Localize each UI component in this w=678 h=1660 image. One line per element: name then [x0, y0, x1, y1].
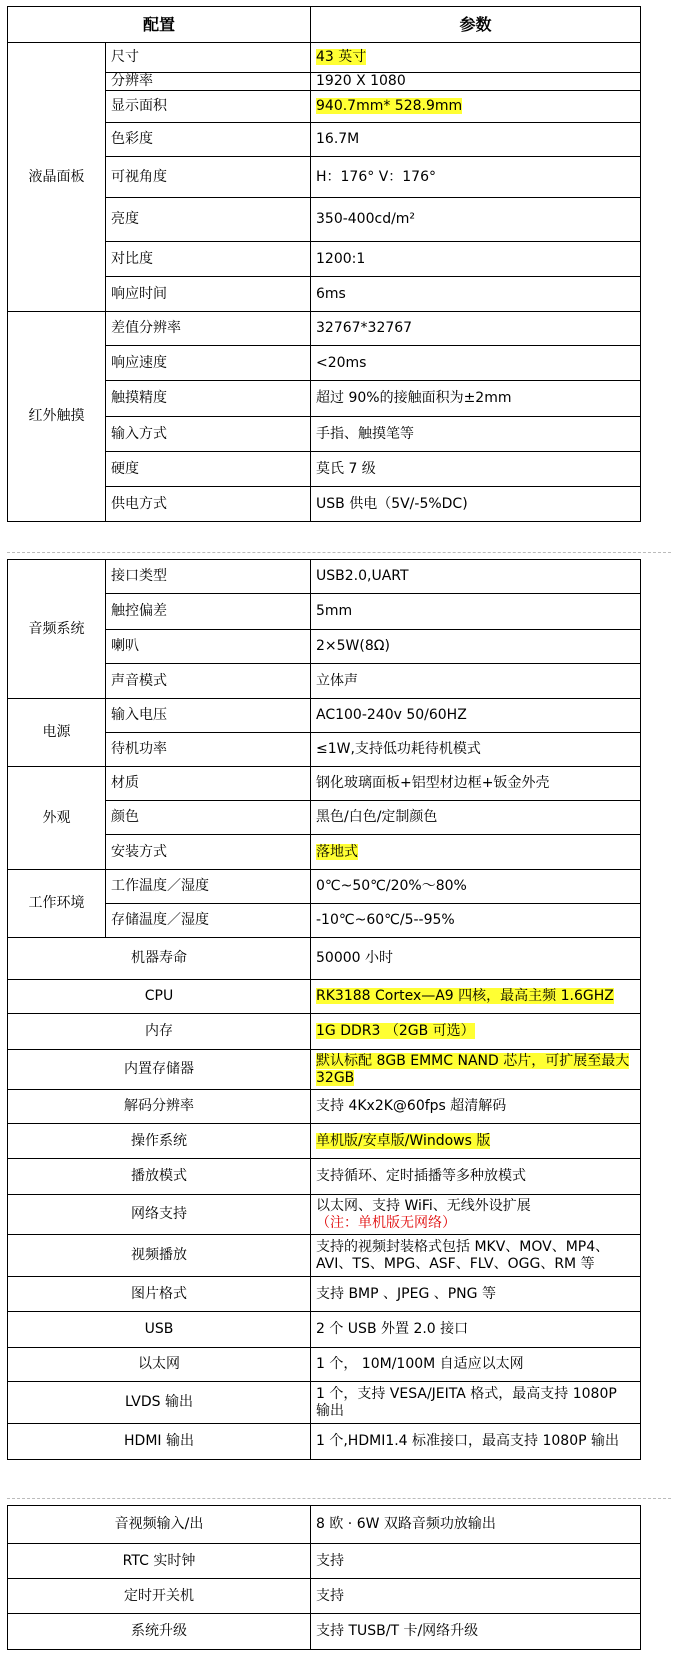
row-label: 供电方式: [106, 487, 311, 522]
note-text: （注：单机版无网络）: [316, 1214, 456, 1231]
category-ir-touch: 红外触摸: [8, 312, 106, 522]
row-value: [311, 1124, 641, 1159]
row-label: 声音模式: [106, 664, 311, 699]
category-appearance: 外观: [8, 767, 106, 870]
row-value: [311, 1050, 641, 1090]
row-value: [311, 835, 641, 870]
table-row: [8, 1544, 641, 1579]
row-value: 手指、触摸笔等: [311, 417, 641, 452]
row-value: 莫氏 7 级: [311, 452, 641, 487]
page-break-divider: [7, 552, 671, 553]
row-value: 8 欧 · 6W 双路音频功放输出: [311, 1506, 641, 1544]
row-label: 系统升级: [8, 1614, 311, 1650]
table-row: [8, 1277, 641, 1312]
row-value: 黑色/白色/定制颜色: [311, 801, 641, 835]
row-value: 1920 X 1080: [311, 73, 641, 91]
row-label: 图片格式: [8, 1277, 311, 1312]
header-config: 配置: [8, 7, 311, 43]
row-value: [311, 43, 641, 73]
row-value: <20ms: [311, 346, 641, 381]
row-value: [311, 1195, 641, 1235]
highlighted-value: 落地式: [316, 843, 358, 860]
highlighted-value: 默认标配 8GB EMMC NAND 芯片，可扩展至最大 32GB: [316, 1052, 630, 1086]
page-break-divider: [7, 1498, 671, 1499]
table-row: [8, 1050, 641, 1090]
row-value: 1 个， 10M/100M 自适应以太网: [311, 1348, 641, 1382]
row-value: -10℃~60℃/5--95%: [311, 904, 641, 938]
row-value: 立体声: [311, 664, 641, 699]
row-value: 支持 TUSB/T 卡/网络升级: [311, 1614, 641, 1650]
row-value: 2 个 USB 外置 2.0 接口: [311, 1312, 641, 1348]
table-header-row: [8, 7, 641, 43]
row-label: 存储温度／湿度: [106, 904, 311, 938]
table-row: [8, 1348, 641, 1382]
row-value: 钢化玻璃面板+铝型材边框+钣金外壳: [311, 767, 641, 801]
table-row: [8, 1014, 641, 1050]
row-label: 硬度: [106, 452, 311, 487]
row-label: RTC 实时钟: [8, 1544, 311, 1579]
table-row: [8, 980, 641, 1014]
table-row: [8, 699, 641, 733]
row-value: 2×5W(8Ω): [311, 630, 641, 664]
row-value: USB 供电（5V/-5%DC): [311, 487, 641, 522]
spec-table-system: [7, 559, 641, 1460]
row-value: 5mm: [311, 594, 641, 630]
row-value: 1200:1: [311, 242, 641, 277]
highlighted-value: RK3188 Cortex—A9 四核，最高主频 1.6GHZ: [316, 988, 614, 1004]
table-row: [8, 1579, 641, 1614]
category-lcd-panel: 液晶面板: [8, 43, 106, 312]
category-work-env: 工作环境: [8, 870, 106, 938]
table-row: [8, 870, 641, 904]
row-label: 输入方式: [106, 417, 311, 452]
table-row: [8, 1235, 641, 1277]
spec-table-misc: [7, 1505, 641, 1650]
row-label: 安装方式: [106, 835, 311, 870]
row-value: 支持 4Kx2K@60fps 超清解码: [311, 1090, 641, 1124]
row-value: [311, 980, 641, 1014]
row-label: 输入电压: [106, 699, 311, 733]
table-row: [8, 43, 641, 73]
row-value: 支持: [311, 1579, 641, 1614]
row-label: 尺寸: [106, 43, 311, 73]
row-value: 支持: [311, 1544, 641, 1579]
table-row: [8, 1506, 641, 1544]
row-label: 色彩度: [106, 123, 311, 157]
row-label: 操作系统: [8, 1124, 311, 1159]
spec-table-display-touch: [7, 6, 641, 522]
table-row: [8, 1382, 641, 1424]
row-label: 亮度: [106, 198, 311, 242]
row-label: 内置存储器: [8, 1050, 311, 1090]
row-label: 材质: [106, 767, 311, 801]
row-label: 分辨率: [106, 73, 311, 91]
row-value: H：176° V：176°: [311, 157, 641, 198]
row-label: 以太网: [8, 1348, 311, 1382]
row-value: 1 个，支持 VESA/JEITA 格式，最高支持 1080P 输出: [311, 1382, 641, 1424]
row-value: 支持 BMP 、JPEG 、PNG 等: [311, 1277, 641, 1312]
row-label: 定时开关机: [8, 1579, 311, 1614]
row-label: 解码分辨率: [8, 1090, 311, 1124]
row-value: 50000 小时: [311, 938, 641, 980]
category-audio-system: [8, 560, 106, 699]
row-label: LVDS 输出: [8, 1382, 311, 1424]
row-label: 响应速度: [106, 346, 311, 381]
row-value: 350-400cd/m²: [311, 198, 641, 242]
row-value: USB2.0,UART: [311, 560, 641, 594]
row-value: [311, 91, 641, 123]
value-text: 以太网、支持 WiFi、无线外设扩展: [316, 1197, 531, 1214]
row-value: 支持循环、定时插播等多种放模式: [311, 1159, 641, 1195]
row-value: AC100-240v 50/60HZ: [311, 699, 641, 733]
table-row: [8, 1090, 641, 1124]
table-row: [8, 1312, 641, 1348]
row-value: 1 个,HDMI1.4 标准接口，最高支持 1080P 输出: [311, 1424, 641, 1460]
row-label: CPU: [8, 980, 311, 1014]
row-label: 显示面积: [106, 91, 311, 123]
header-params: 参数: [311, 7, 641, 43]
row-label: 音视频输入/出: [8, 1506, 311, 1544]
row-value: 6ms: [311, 277, 641, 312]
category-power: 电源: [8, 699, 106, 767]
row-label: 响应时间: [106, 277, 311, 312]
row-label: 网络支持: [8, 1195, 311, 1235]
table-row: [8, 1614, 641, 1650]
table-row: [8, 1195, 641, 1235]
row-label: 对比度: [106, 242, 311, 277]
row-label: 视频播放: [8, 1235, 311, 1277]
row-value: 32767*32767: [311, 312, 641, 346]
highlighted-value: 单机版/安卓版/Windows 版: [316, 1132, 491, 1149]
table-row: [8, 560, 641, 594]
highlighted-value: 43 英寸: [316, 49, 367, 65]
table-row: [8, 1124, 641, 1159]
row-label: 播放模式: [8, 1159, 311, 1195]
highlighted-value: 940.7mm* 528.9mm: [316, 98, 463, 114]
highlighted-value: 1G DDR3 （2GB 可选）: [316, 1023, 475, 1039]
row-label: HDMI 输出: [8, 1424, 311, 1460]
row-label: 内存: [8, 1014, 311, 1050]
row-label: 触控偏差: [106, 594, 311, 630]
row-label: 接口类型: [106, 560, 311, 594]
row-label: USB: [8, 1312, 311, 1348]
row-label: 待机功率: [106, 733, 311, 767]
row-value: 16.7M: [311, 123, 641, 157]
row-label: 颜色: [106, 801, 311, 835]
row-value: 0℃~50℃/20%～80%: [311, 870, 641, 904]
row-value: [311, 1014, 641, 1050]
table-row: [8, 938, 641, 980]
table-row: [8, 1159, 641, 1195]
table-row: [8, 312, 641, 346]
row-label: 机器寿命: [8, 938, 311, 980]
row-label: 可视角度: [106, 157, 311, 198]
row-label: 差值分辨率: [106, 312, 311, 346]
category-label: 音频系统: [28, 620, 85, 637]
row-value: 超过 90%的接触面积为±2mm: [311, 381, 641, 417]
table-row: [8, 1424, 641, 1460]
row-label: 喇叭: [106, 630, 311, 664]
row-value: ≤1W,支持低功耗待机模式: [311, 733, 641, 767]
table-row: [8, 767, 641, 801]
row-label: 触摸精度: [106, 381, 311, 417]
row-value: 支持的视频封装格式包括 MKV、MOV、MP4、AVI、TS、MPG、ASF、FLV、OGG、RM 等: [311, 1235, 641, 1277]
row-label: 工作温度／湿度: [106, 870, 311, 904]
